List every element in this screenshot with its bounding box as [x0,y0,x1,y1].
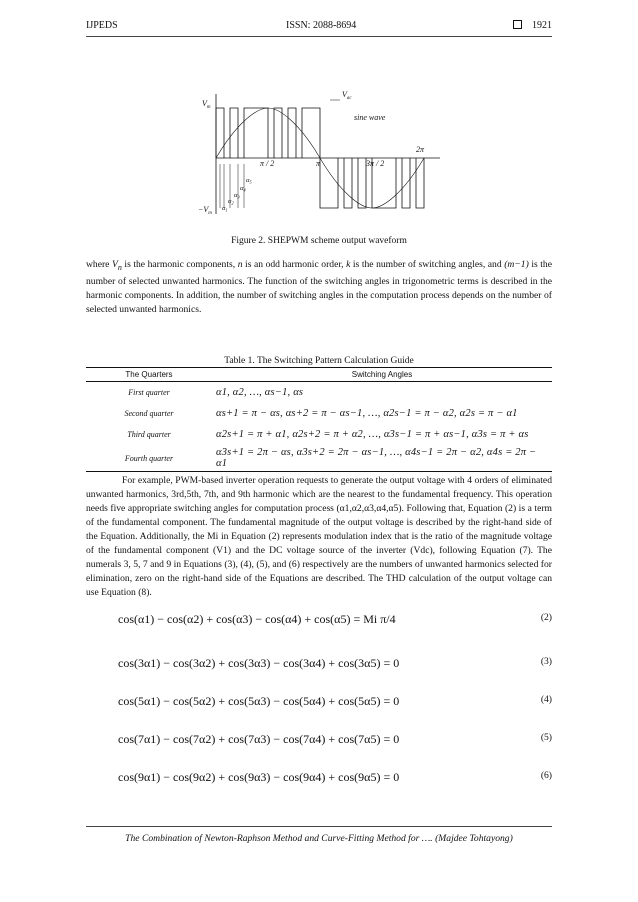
pi-label: π [316,159,321,168]
alpha-3-label: $\alpha_3$ [234,192,240,200]
table-row [86,424,552,445]
alpha-4-label: $\alpha_4$ [240,185,246,193]
equation-2 [118,612,552,632]
pi-half-label: π / 2 [260,159,275,168]
switching-pattern-table [86,367,552,472]
figure-caption: Figure 2. SHEPWM scheme output waveform [231,236,407,246]
equation-number: (2) [540,612,552,623]
header-quarters: The Quarters [86,368,212,382]
positive-pulses [216,108,320,158]
angles-cell: α3s+1 = 2π − αs, α3s+2 = 2π − αs−1, …, α4s−1 = 2π − α2, α4s = 2π − α1 [212,445,552,472]
equation-formula: cos(9α1) − cos(9α2) + cos(9α3) − cos(9α4) + cos(9α5) = 0 [118,770,400,784]
equation-3 [118,656,552,676]
table-row [86,445,552,472]
table-title: Table 1. The Switching Pattern Calculation Guide [224,356,414,366]
waveform-figure [180,86,460,226]
equation-4 [118,694,552,714]
page-number-text: 1921 [532,20,552,31]
page-number [513,20,552,31]
equation-6 [118,770,552,790]
header-switching-angles: Switching Angles [212,368,552,382]
paragraph-example: For example, PWM-based inverter operation requests to generate the output voltage with 4 orders of eliminated unwanted harmonics, 3rd,5th, 7th, and 9th harmonic which are the nearest to the fundamental frequency. This operation needs five appropriate switching angles for computation process (α1,α2,α3,α4,α5). Following that, Equation (2) is a term of the fundamental component. The fundamental magnitude of the output voltage is described by the right-hand side of the Equation. Additionally, the Mi in Equation (2) represents modulation index that is the ratio of the magnitude voltage of the fundamental component (V1) and the DC voltage source of the inverter (Vdc), following Equation (7). The numerals 3, 5, 7 and 9 in Equations (3), (4), (5), and (6) respectively are the numbers of unwanted harmonics selected for elimination, zero on the right-hand side of the Equations are described. The THD calculation of the output voltage can use Equation (8). [86,475,552,598]
equation-5 [118,732,552,752]
vm-top-label: $V_m$ [202,99,211,110]
table-row [86,403,552,424]
journal-name: IJPEDS [86,20,118,31]
running-header [86,20,552,37]
issn: ISSN: 2088-8694 [286,20,357,31]
quarter-cell: First quarter [128,388,170,397]
angles-cell: αs+1 = π − αs, αs+2 = π − αs−1, …, α2s−1 = π − α2, α2s = π − α1 [216,408,518,419]
equation-formula: cos(5α1) − cos(5α2) + cos(5α3) − cos(5α4) + cos(5α5) = 0 [118,694,400,708]
running-footer: The Combination of Newton-Raphson Method and Curve-Fitting Method for …. (Majdee Tohtayong) [86,826,552,844]
three-pi-half-label: 3π / 2 [366,159,385,168]
equation-formula: cos(3α1) − cos(3α2) + cos(3α3) − cos(3α4) + cos(3α5) = 0 [118,656,400,670]
equation-number: (5) [540,732,552,743]
paragraph-definitions: where $V_n$ is the harmonic components, n is an odd harmonic order, k is the number of switching angles, and (m−1) is the number of selected unwanted harmonics. The function of the switching angles in trigonometric terms is described in the harmonic components. In addition, the number of switching angles in the computation process depends on the number of selected unwanted harmonics. [86,259,552,315]
equation-number: (3) [540,656,552,667]
equation-formula: cos(α1) − cos(α2) + cos(α3) − cos(α4) + cos(α5) = Mi π/4 [118,612,396,626]
checkbox-glyph-icon [513,20,522,29]
angles-cell: α1, α2, …, αs−1, αs [216,387,304,398]
alpha-5-label: $\alpha_5$ [246,177,252,185]
quarter-cell: Second quarter [124,409,174,418]
sine-wave-label: sine wave [354,113,386,122]
two-pi-label: 2π [416,145,425,154]
equation-number: (6) [540,770,552,781]
alpha-2-label: $\alpha_2$ [228,198,234,206]
equation-number: (4) [540,694,552,705]
alpha-1-label: $\alpha_1$ [222,205,228,213]
quarter-cell: Third quarter [127,430,171,439]
angles-cell: α2s+1 = π + α1, α2s+2 = π + α2, …, α3s−1 = π + αs−1, α3s = π + αs [216,429,529,440]
quarter-cell: Fourth quarter [86,445,212,472]
equation-formula: cos(7α1) − cos(7α2) + cos(7α3) − cos(7α4) + cos(7α5) = 0 [118,732,400,746]
vm-bottom-label: $-V_m$ [198,205,212,216]
vac-label: $V_{ac}$ [342,90,352,101]
table-header-row [86,368,552,382]
table-row [86,382,552,404]
